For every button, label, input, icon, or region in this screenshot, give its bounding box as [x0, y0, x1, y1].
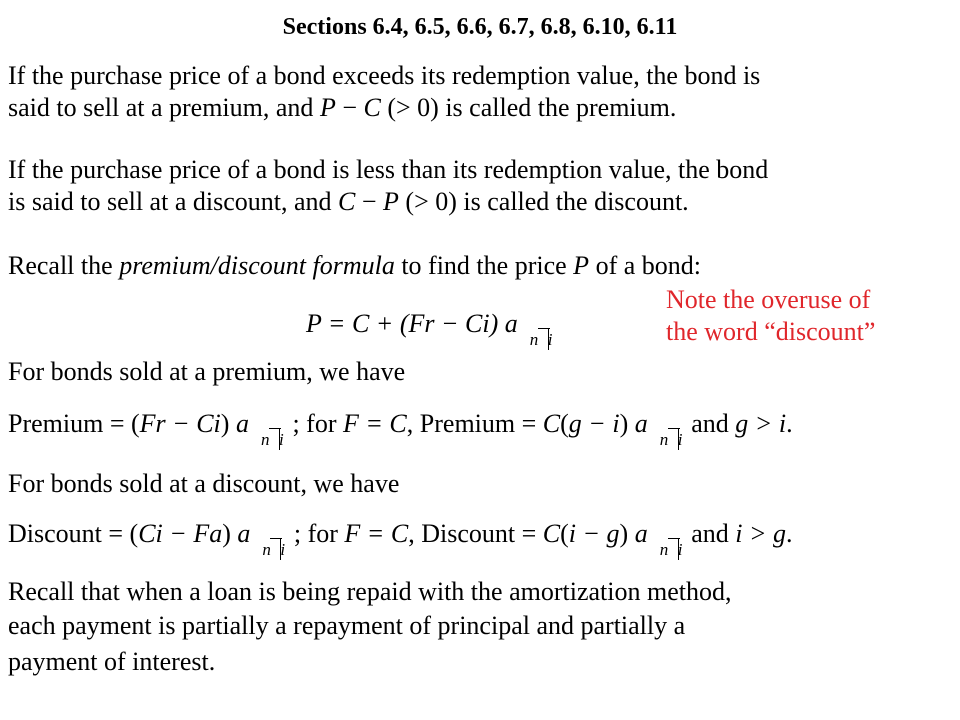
recall-formula-sentence: Recall the premium/discount formula to find the price P of a bond: — [8, 251, 701, 280]
premium-definition-line-1: If the purchase price of a bond exceeds its redemption value, the bond is — [8, 61, 761, 90]
annuity-symbol: a n i — [237, 519, 286, 559]
amortization-line-1: Recall that when a loan is being repaid with the amortization method, — [8, 577, 732, 606]
annuity-symbol: a n i — [634, 519, 683, 559]
annuity-symbol: a n i — [634, 409, 683, 449]
page-title: Sections 6.4, 6.5, 6.6, 6.7, 6.8, 6.10, 6.11 — [282, 14, 678, 40]
note-line-2: the word “discount” — [666, 317, 876, 346]
premium-discount-formula: P = C + (Fr − Ci) a n i — [306, 308, 555, 340]
annuity-symbol: a n i — [504, 309, 553, 349]
premium-intro: For bonds sold at a premium, we have — [8, 357, 406, 386]
premium-formula-line: Premium = (Fr − Ci) a n i ; for F = C, Premium = C(g − i) a n i and g > i. — [8, 409, 793, 449]
overuse-note — [666, 284, 875, 348]
discount-definition-line-1: If the purchase price of a bond is less than its redemption value, the bond — [8, 155, 769, 184]
discount-formula-line: Discount = (Ci − Fa) a n i ; for F = C, Discount = C(i − g) a n i and i > g. — [8, 519, 793, 559]
amortization-line-3: payment of interest. — [8, 647, 216, 676]
annuity-symbol: a n i — [235, 409, 284, 449]
note-line-1: Note the overuse of — [666, 285, 871, 314]
premium-definition-line-2: said to sell at a premium, and P − C (> 0) is called the premium. — [8, 93, 677, 122]
discount-definition-line-2: is said to sell at a discount, and C − P (> 0) is called the discount. — [8, 187, 689, 216]
discount-intro: For bonds sold at a discount, we have — [8, 469, 400, 498]
amortization-line-2: each payment is partially a repayment of principal and partially a — [8, 611, 686, 640]
